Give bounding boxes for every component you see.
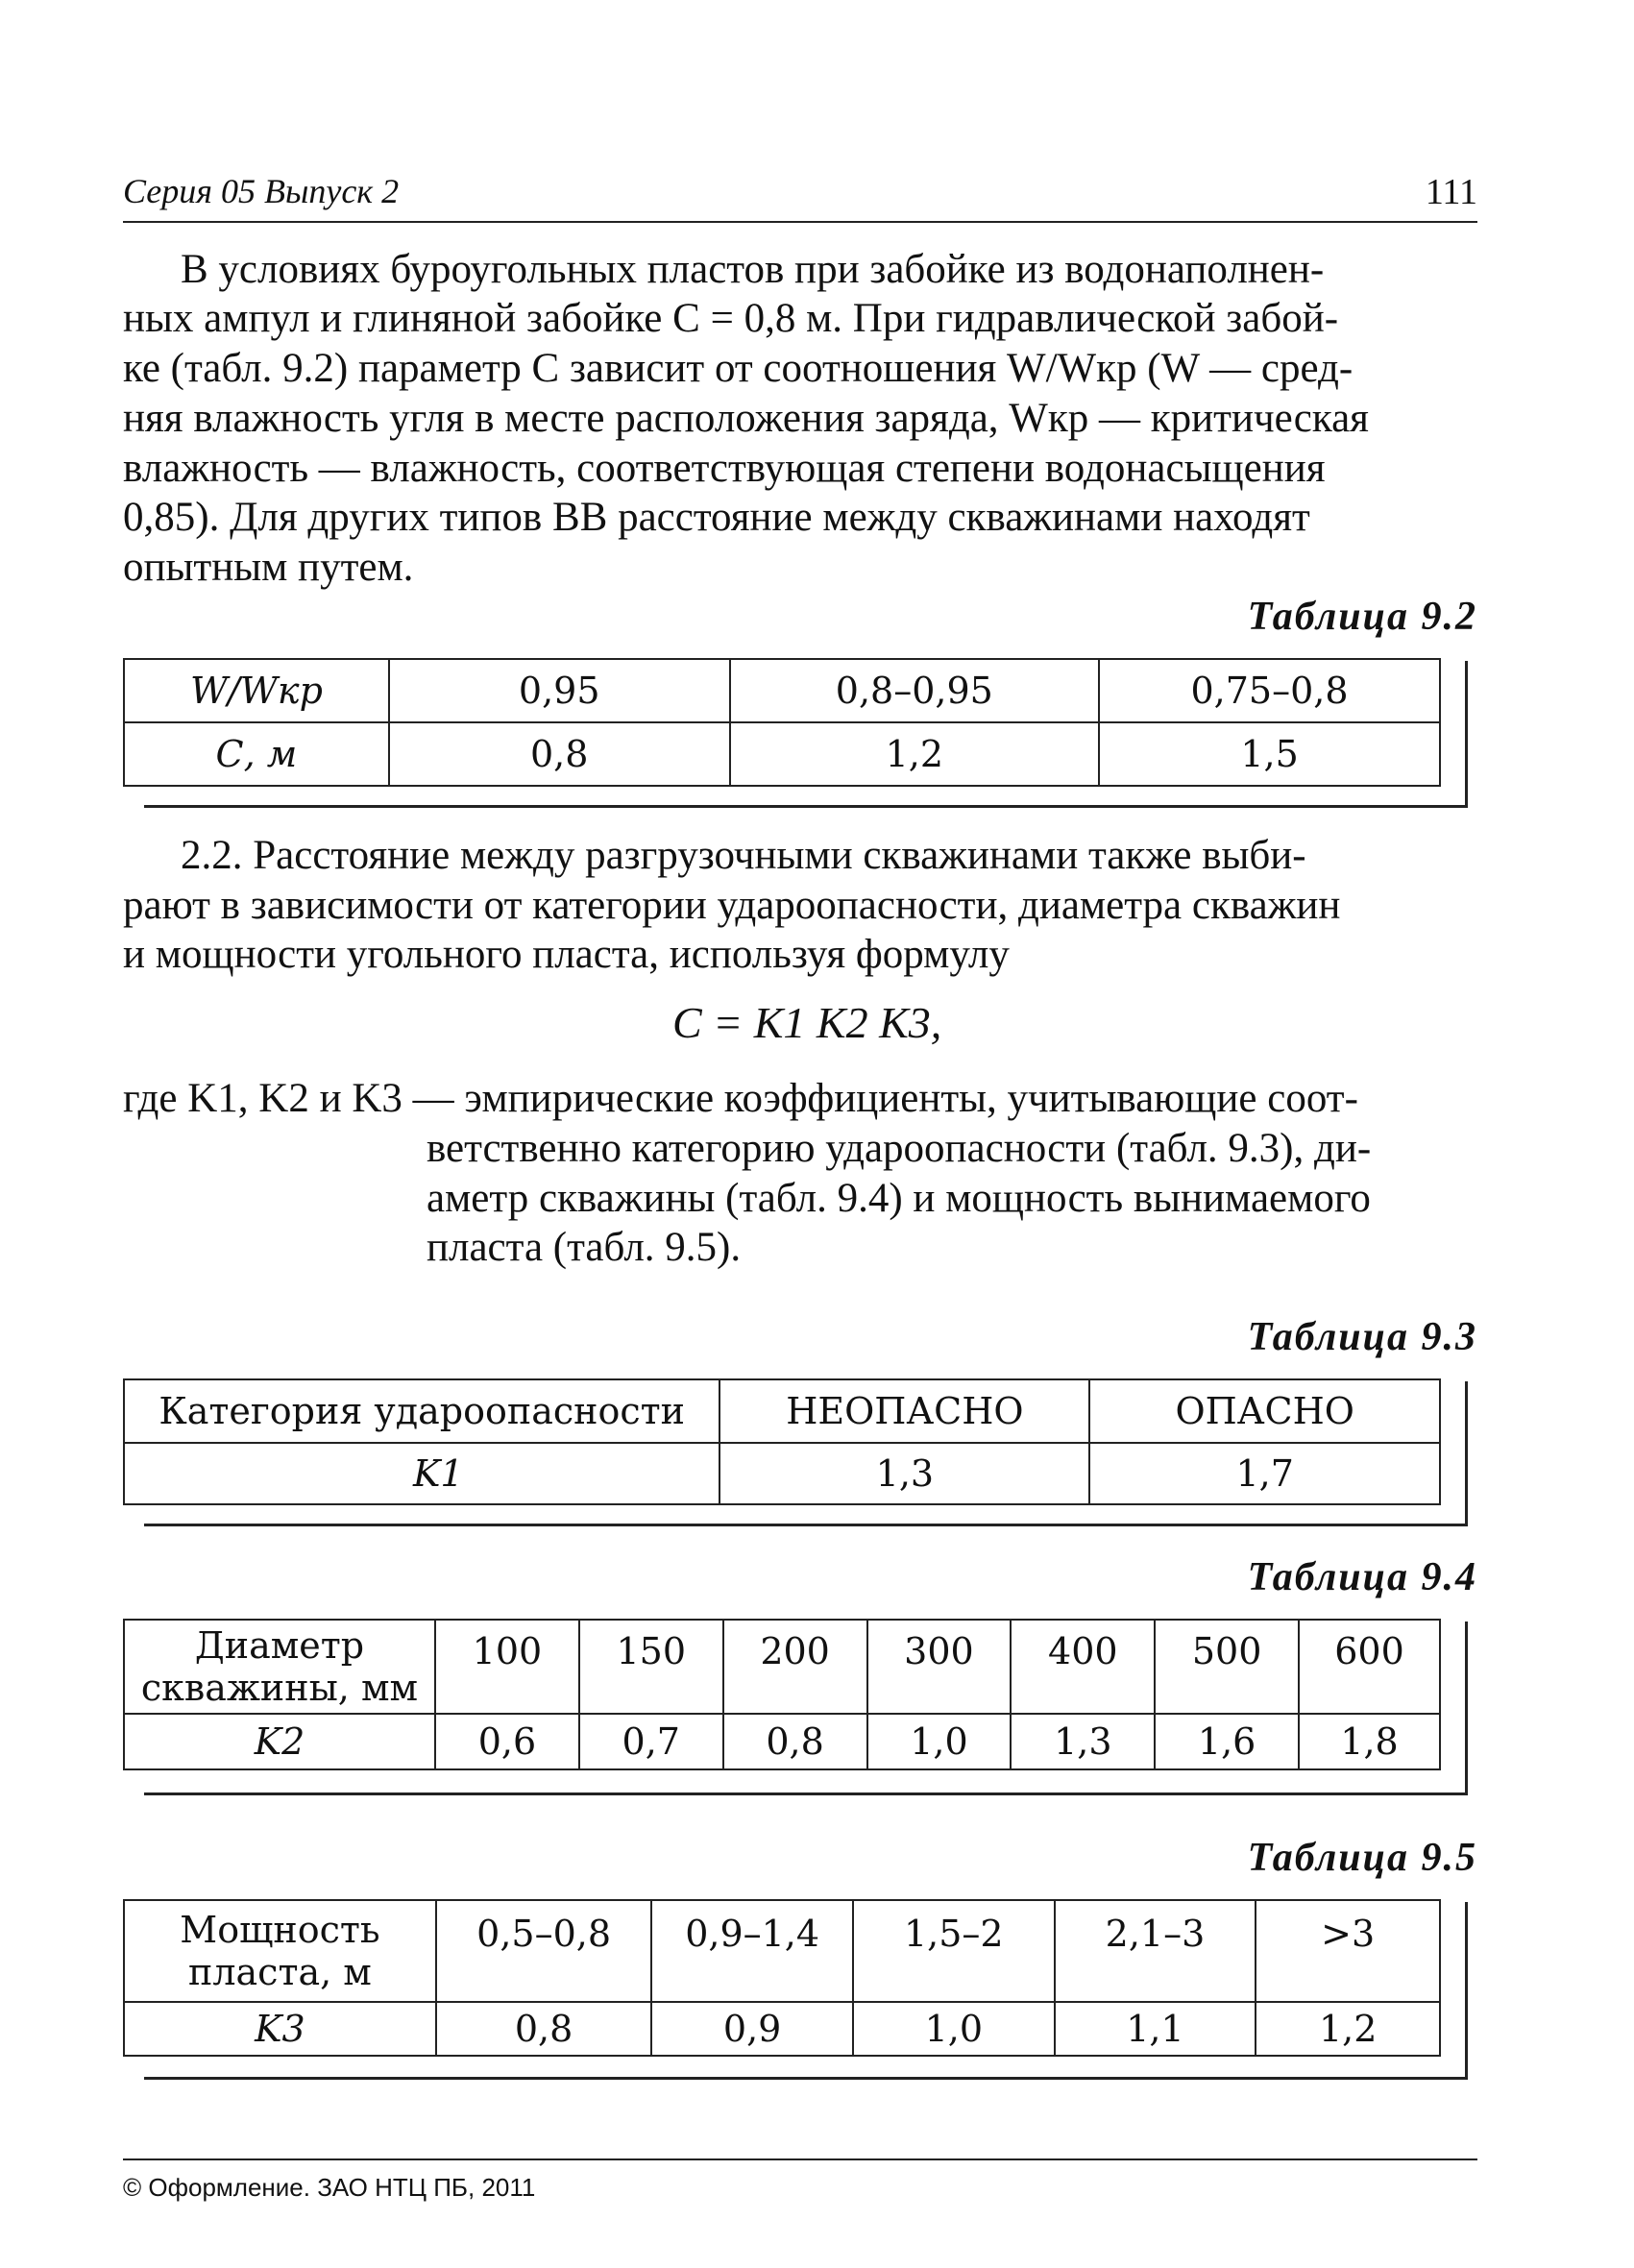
text-line: В условиях буроугольных пластов при забойке из водонаполнен- — [181, 247, 1325, 292]
table-cell: 0,7 — [579, 1714, 723, 1769]
formula: C = K1 K2 K3, — [672, 998, 942, 1047]
text-line: ке (табл. 9.2) параметр С зависит от соотношения W/Wкр (W — сред- — [123, 346, 1354, 391]
page-number: 111 — [1425, 172, 1477, 212]
table-cell: 1,2 — [1256, 2002, 1440, 2056]
table-cell: 400 — [1011, 1620, 1155, 1714]
table-cell: 100 — [435, 1620, 579, 1714]
table-9-5 — [123, 1899, 1441, 2057]
table-cell: 600 — [1299, 1620, 1440, 1714]
text-line: и мощности угольного пласта, используя формулу — [123, 932, 1010, 977]
text-line: ветственно категорию удароопасности (табл. 9.3), ди- — [427, 1126, 1372, 1171]
table-9-4 — [123, 1619, 1441, 1770]
table-cell: 0,8–0,95 — [730, 659, 1099, 722]
table-cell: 1,0 — [853, 2002, 1055, 2056]
table-cell: 1,5–2 — [853, 1900, 1055, 2002]
text-line: опытным путем. — [123, 545, 414, 590]
table-cell: 0,75–0,8 — [1099, 659, 1440, 722]
table-9-3 — [123, 1378, 1441, 1505]
table-9-3-caption: Таблица 9.3 — [1247, 1315, 1477, 1359]
text-line: 2.2. Расстояние между разгрузочными скважинами также выби- — [181, 833, 1306, 878]
table-9-5-caption: Таблица 9.5 — [1247, 1836, 1477, 1880]
table-9-2 — [123, 658, 1441, 787]
table-cell: 1,8 — [1299, 1714, 1440, 1769]
table-cell: 1,3 — [1011, 1714, 1155, 1769]
table-cell: С, м — [124, 722, 389, 786]
table-cell: 300 — [867, 1620, 1012, 1714]
table-cell — [124, 1900, 436, 2002]
table-cell: 1,3 — [719, 1443, 1089, 1504]
table-cell: K2 — [124, 1714, 435, 1769]
table-cell: 1,7 — [1089, 1443, 1440, 1504]
table-cell: >3 — [1256, 1900, 1440, 2002]
table-cell: 0,8 — [723, 1714, 867, 1769]
table-9-2-caption: Таблица 9.2 — [1247, 595, 1477, 639]
table-cell: K1 — [124, 1443, 719, 1504]
table-cell: 0,8 — [436, 2002, 651, 2056]
text-line: пласта (табл. 9.5). — [427, 1225, 742, 1270]
series-title: Серия 05 Выпуск 2 — [123, 172, 400, 210]
table-cell: 1,0 — [867, 1714, 1012, 1769]
table-cell: 0,95 — [389, 659, 730, 722]
text-line: влажность — влажность, соответствующая степени водонасыщения — [123, 446, 1326, 491]
table-cell: 200 — [723, 1620, 867, 1714]
table-cell: W/Wкр — [124, 659, 389, 722]
text-line: ных ампул и глиняной забойке С = 0,8 м. При гидравлической забой- — [123, 296, 1339, 341]
footer-divider — [123, 2158, 1477, 2160]
table-cell: 1,6 — [1155, 1714, 1299, 1769]
running-header — [123, 165, 1477, 223]
table-9-4-caption: Таблица 9.4 — [1247, 1555, 1477, 1599]
cell-text: пласта, м — [188, 1951, 372, 1993]
copyright-footer: © Оформление. ЗАО НТЦ ПБ, 2011 — [123, 2173, 536, 2202]
text-line: няя влажность угля в месте расположения заряда, Wкр — критическая — [123, 396, 1369, 441]
cell-text: Диаметр — [194, 1624, 365, 1667]
table-cell: Категория удароопасности — [124, 1379, 719, 1443]
table-cell — [124, 1620, 435, 1714]
table-cell: 1,2 — [730, 722, 1099, 786]
table-cell: 0,8 — [389, 722, 730, 786]
table-cell: 0,9–1,4 — [651, 1900, 853, 2002]
text-line: рают в зависимости от категории удароопасности, диаметра скважин — [123, 883, 1341, 928]
table-cell: 0,9 — [651, 2002, 853, 2056]
table-cell: 0,6 — [435, 1714, 579, 1769]
text-line: аметр скважины (табл. 9.4) и мощность вынимаемого — [427, 1176, 1371, 1221]
table-cell: НЕОПАСНО — [719, 1379, 1089, 1443]
table-cell: 2,1–3 — [1055, 1900, 1256, 2002]
text-line: где K1, K2 и K3 — эмпирические коэффициенты, учитывающие соот- — [123, 1076, 1358, 1121]
cell-text: Мощность — [180, 1909, 380, 1951]
table-cell: K3 — [124, 2002, 436, 2056]
table-cell: 500 — [1155, 1620, 1299, 1714]
cell-text: скважины, мм — [140, 1667, 419, 1709]
text-line: 0,85). Для других типов ВВ расстояние между скважинами находят — [123, 495, 1310, 540]
table-cell: 1,1 — [1055, 2002, 1256, 2056]
table-cell: 1,5 — [1099, 722, 1440, 786]
table-cell: ОПАСНО — [1089, 1379, 1440, 1443]
table-cell: 0,5–0,8 — [436, 1900, 651, 2002]
table-cell: 150 — [579, 1620, 723, 1714]
